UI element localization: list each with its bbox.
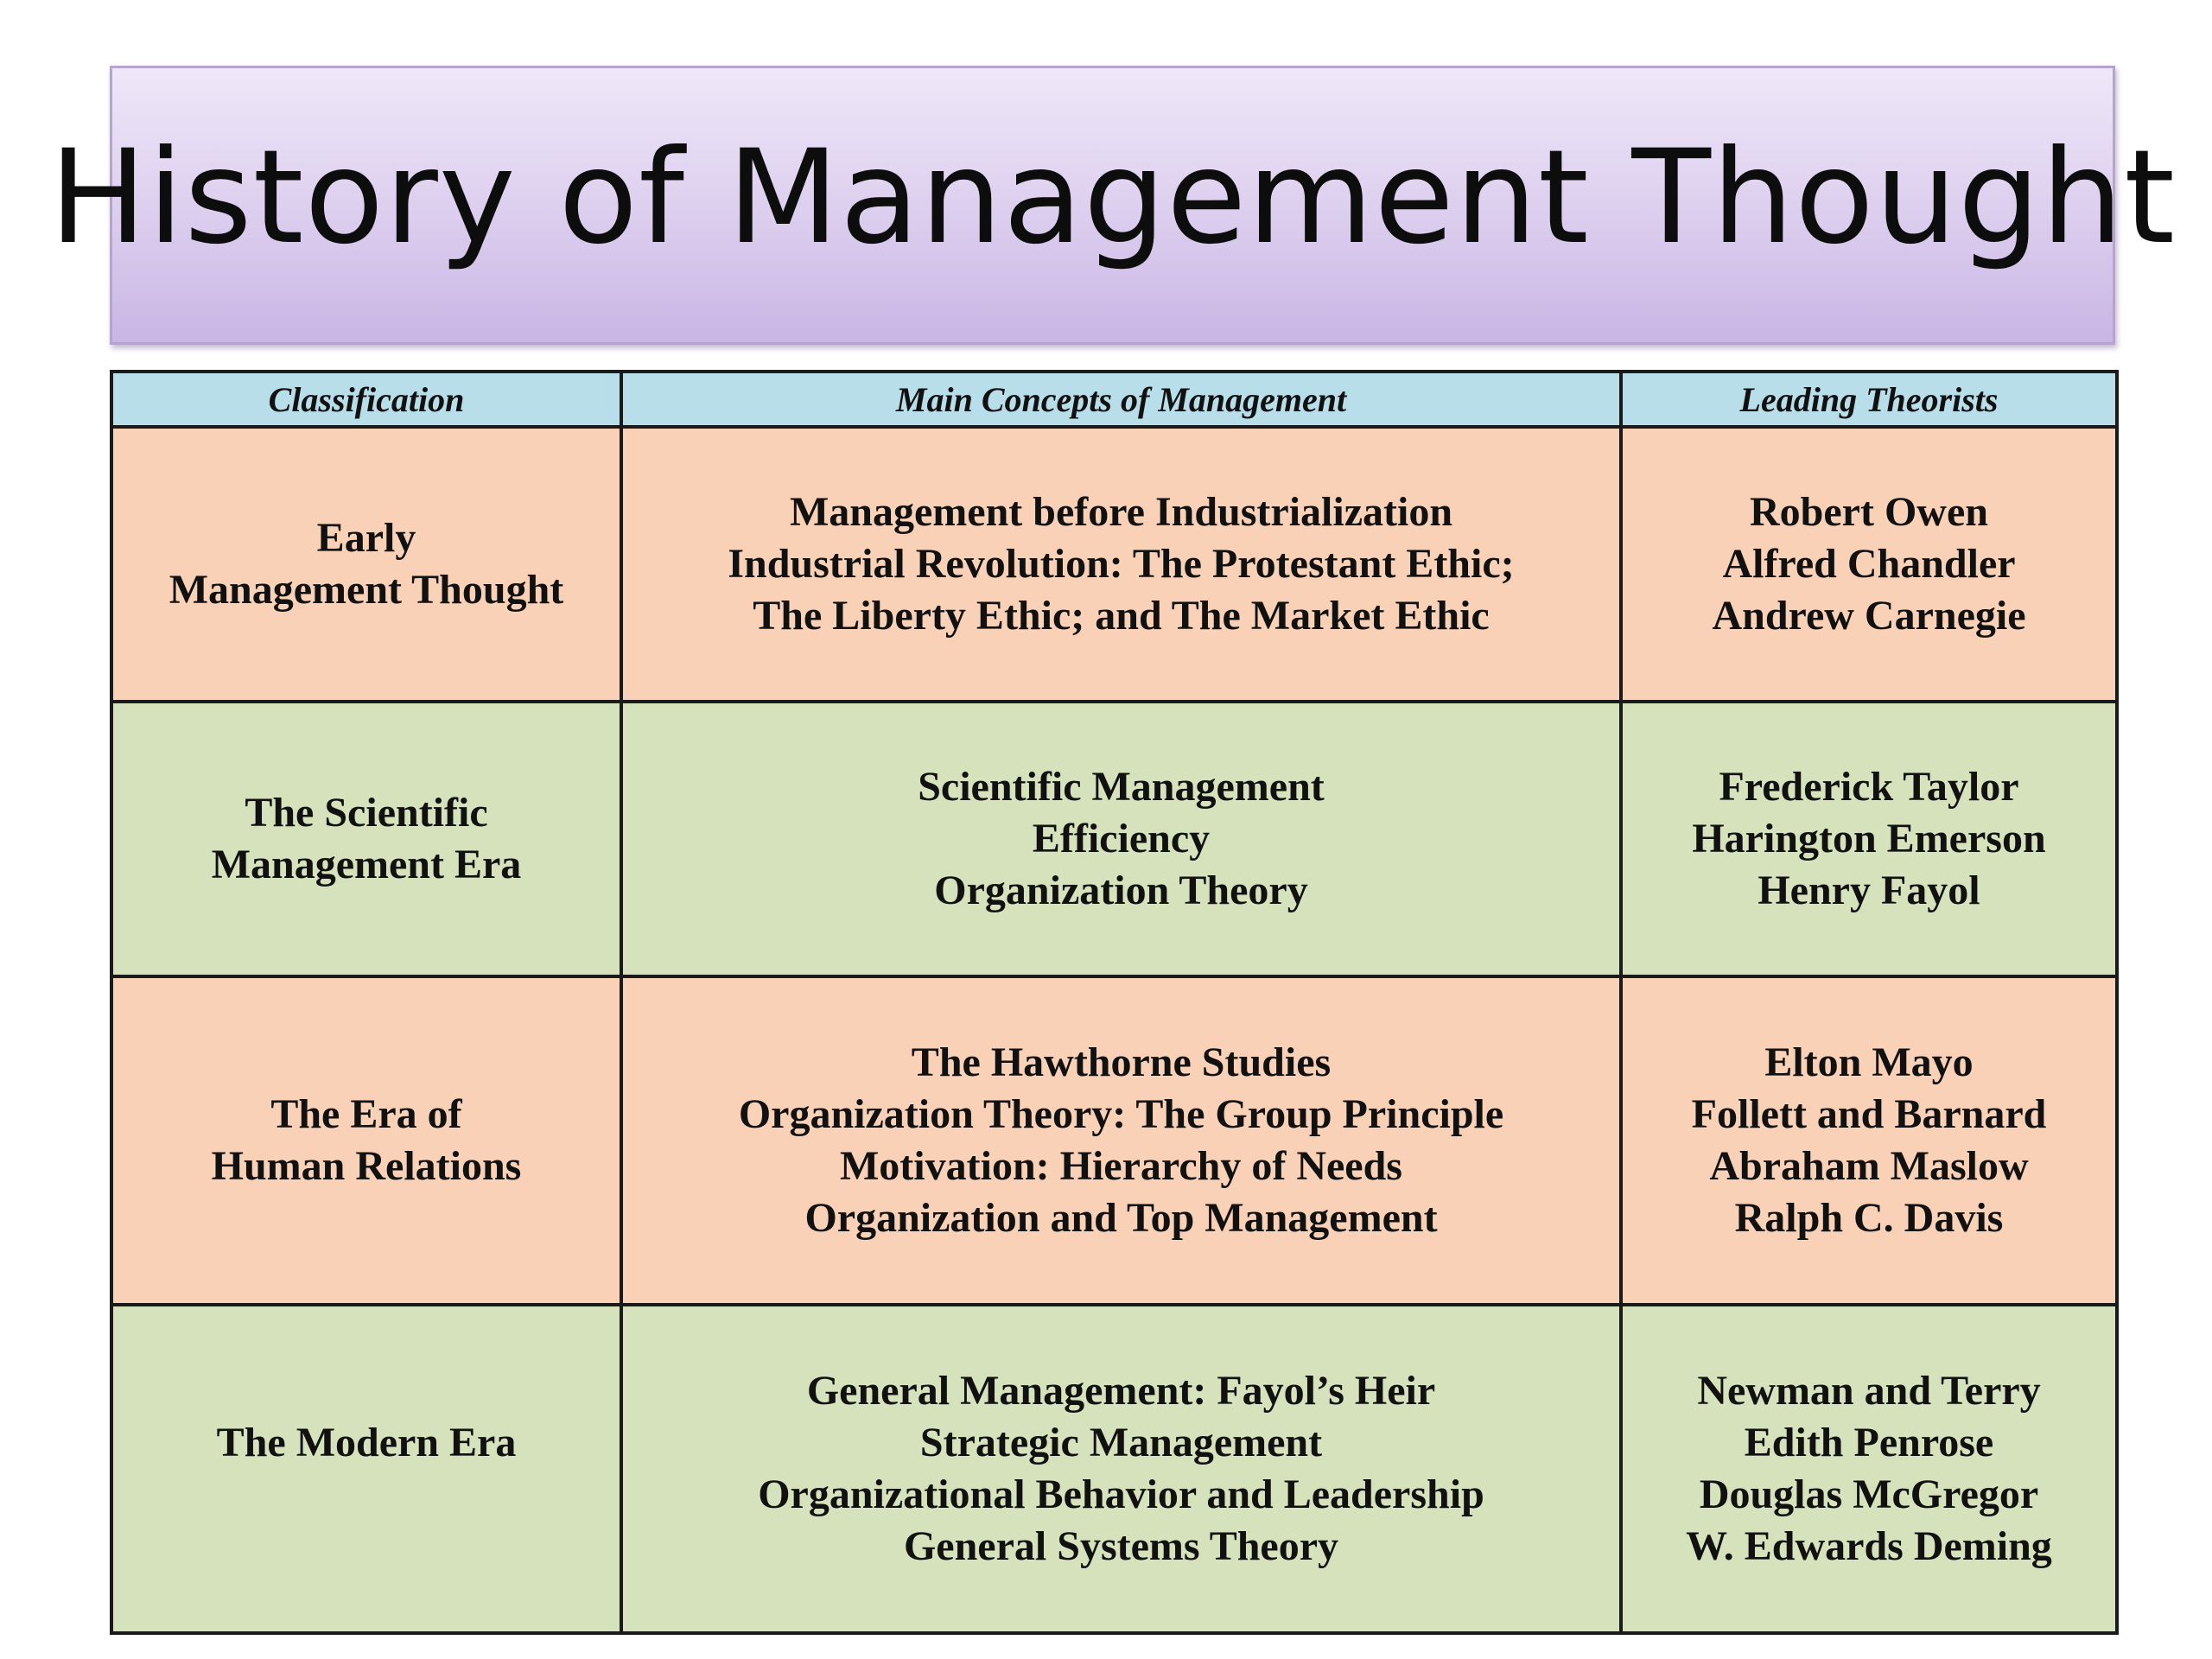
classification-line: The Scientific: [245, 790, 488, 836]
concept-line: Organization and Top Management: [804, 1195, 1438, 1241]
classification-line: Management Era: [211, 842, 522, 887]
theorist-line: Edith Penrose: [1744, 1420, 1994, 1465]
concept-line: General Systems Theory: [903, 1523, 1339, 1569]
theorist-line: Harington Emerson: [1692, 816, 2046, 861]
table-row-human-relations: [111, 976, 2117, 1305]
theorist-line: Newman and Terry: [1697, 1368, 2041, 1414]
theorist-line: Frederick Taylor: [1719, 764, 2019, 810]
classification-line: Management Thought: [168, 567, 564, 613]
cell-classification: [111, 976, 621, 1305]
cell-classification: [111, 1305, 621, 1633]
theorist-line: Follett and Barnard: [1691, 1091, 2047, 1137]
theorist-line: W. Edwards Deming: [1686, 1523, 2052, 1569]
concept-line: Organization Theory: [934, 868, 1308, 913]
concept-line: Motivation: Hierarchy of Needs: [840, 1143, 1402, 1189]
header-classification: Classification: [111, 372, 621, 427]
cell-concepts: [621, 976, 1621, 1305]
theorist-line: Alfred Chandler: [1722, 541, 2016, 587]
cell-classification: [111, 427, 621, 702]
concept-line: Strategic Management: [919, 1420, 1323, 1465]
table-header-row: [111, 372, 2117, 427]
table-row-early: [111, 427, 2117, 702]
cell-theorists: [1621, 427, 2117, 702]
concept-line: The Liberty Ethic; and The Market Ethic: [753, 593, 1490, 639]
cell-theorists: [1621, 702, 2117, 976]
theorist-line: Robert Owen: [1750, 489, 1988, 535]
concept-line: Scientific Management: [918, 764, 1325, 810]
header-leading-theorists: Leading Theorists: [1621, 372, 2117, 427]
header-main-concepts: Main Concepts of Management: [621, 372, 1621, 427]
classification-line: The Era of: [270, 1091, 462, 1137]
theorist-line: Elton Mayo: [1764, 1039, 1974, 1085]
concept-line: Efficiency: [1032, 816, 1211, 861]
cell-concepts: [621, 702, 1621, 976]
cell-concepts: [621, 1305, 1621, 1633]
concept-line: General Management: Fayol’s Heir: [806, 1368, 1436, 1414]
theorist-line: Andrew Carnegie: [1712, 593, 2026, 639]
concept-line: Organization Theory: The Group Principle: [738, 1091, 1504, 1137]
concept-line: Industrial Revolution: The Protestant Ethic;: [728, 541, 1515, 587]
concept-line: Organizational Behavior and Leadership: [758, 1471, 1484, 1517]
classification-line: The Modern Era: [216, 1420, 517, 1465]
theorist-line: Henry Fayol: [1758, 868, 1980, 913]
table-row-modern: [111, 1305, 2117, 1633]
classification-line: Early: [316, 515, 416, 561]
table-row-scientific: [111, 702, 2117, 976]
theorist-line: Ralph C. Davis: [1734, 1195, 2004, 1241]
concept-line: The Hawthorne Studies: [911, 1039, 1332, 1085]
classification-line: Human Relations: [211, 1143, 522, 1189]
page-title: History of Management Thought: [49, 122, 2177, 273]
cell-theorists: [1621, 1305, 2117, 1633]
theorist-line: Abraham Maslow: [1709, 1143, 2029, 1189]
title-banner: [49, 66, 2177, 345]
management-history-table: [110, 370, 2119, 1635]
concept-line: Management before Industrialization: [789, 489, 1453, 535]
cell-classification: [111, 702, 621, 976]
cell-concepts: [621, 427, 1621, 702]
theorist-line: Douglas McGregor: [1699, 1471, 2039, 1517]
cell-theorists: [1621, 976, 2117, 1305]
